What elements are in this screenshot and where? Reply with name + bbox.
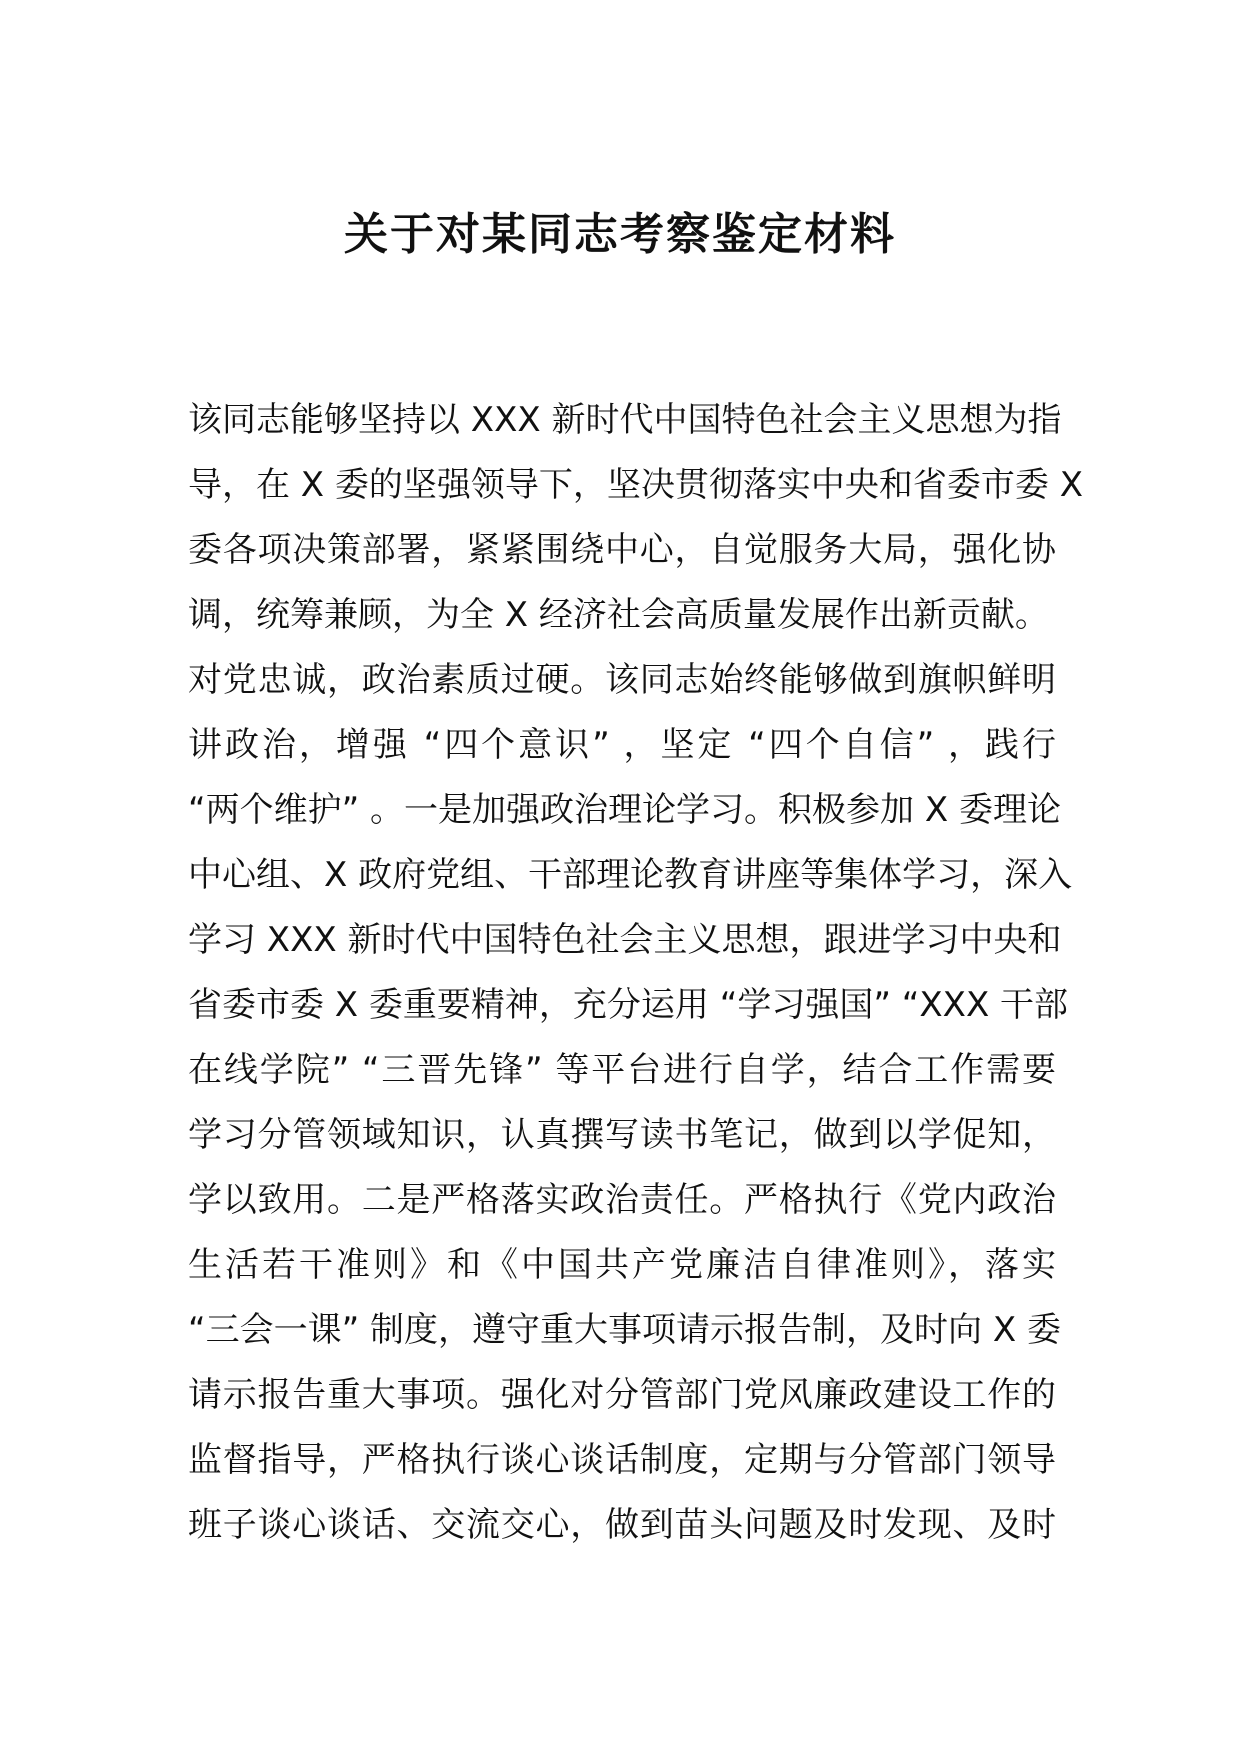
body-line: 学习 XXX 新时代中国特色社会主义思想，跟进学习中央和 bbox=[188, 920, 1062, 960]
body-line: 对党忠诚，政治素质过硬。该同志始终能够做到旗帜鲜明 bbox=[188, 660, 1056, 700]
body-line: 导，在 X 委的坚强领导下，坚决贯彻落实中央和省委市委 X bbox=[188, 465, 1084, 505]
body-line: 请示报告重大事项。强化对分管部门党风廉政建设工作的 bbox=[188, 1375, 1056, 1415]
body-line: “三会一课” 制度，遵守重大事项请示报告制，及时向 X 委 bbox=[188, 1310, 1061, 1350]
document-body bbox=[188, 388, 1084, 1558]
body-line: 学以致用。二是严格落实政治责任。严格执行《党内政治 bbox=[188, 1180, 1056, 1220]
body-line: 省委市委 X 委重要精神，充分运用 “学习强国” “XXX 干部 bbox=[188, 985, 1069, 1025]
body-line: 生活若干准则》和《中国共产党廉洁自律准则》，落实 bbox=[188, 1245, 1056, 1285]
body-line: 中心组、X 政府党组、干部理论教育讲座等集体学习，深入 bbox=[188, 855, 1073, 895]
body-line: 调，统筹兼顾，为全 X 经济社会高质量发展作出新贡献。 bbox=[188, 595, 1049, 635]
body-line: 班子谈心谈话、交流交心，做到苗头问题及时发现、及时 bbox=[188, 1505, 1056, 1545]
body-line: 该同志能够坚持以 XXX 新时代中国特色社会主义思想为指 bbox=[188, 400, 1062, 440]
body-line: 在线学院” “三晋先锋” 等平台进行自学，结合工作需要 bbox=[188, 1050, 1056, 1090]
document-title: 关于对某同志考察鉴定材料 bbox=[344, 209, 896, 260]
body-line: 讲政治，增强 “四个意识” ，坚定 “四个自信” ，践行 bbox=[188, 725, 1056, 765]
body-line: 委各项决策部署，紧紧围绕中心，自觉服务大局，强化协 bbox=[188, 530, 1056, 570]
body-line: 监督指导，严格执行谈心谈话制度，定期与分管部门领导 bbox=[188, 1440, 1056, 1480]
body-line: 学习分管领域知识，认真撰写读书笔记，做到以学促知， bbox=[188, 1115, 1056, 1155]
body-line: “两个维护” 。一是加强政治理论学习。积极参加 X 委理论 bbox=[188, 790, 1061, 830]
